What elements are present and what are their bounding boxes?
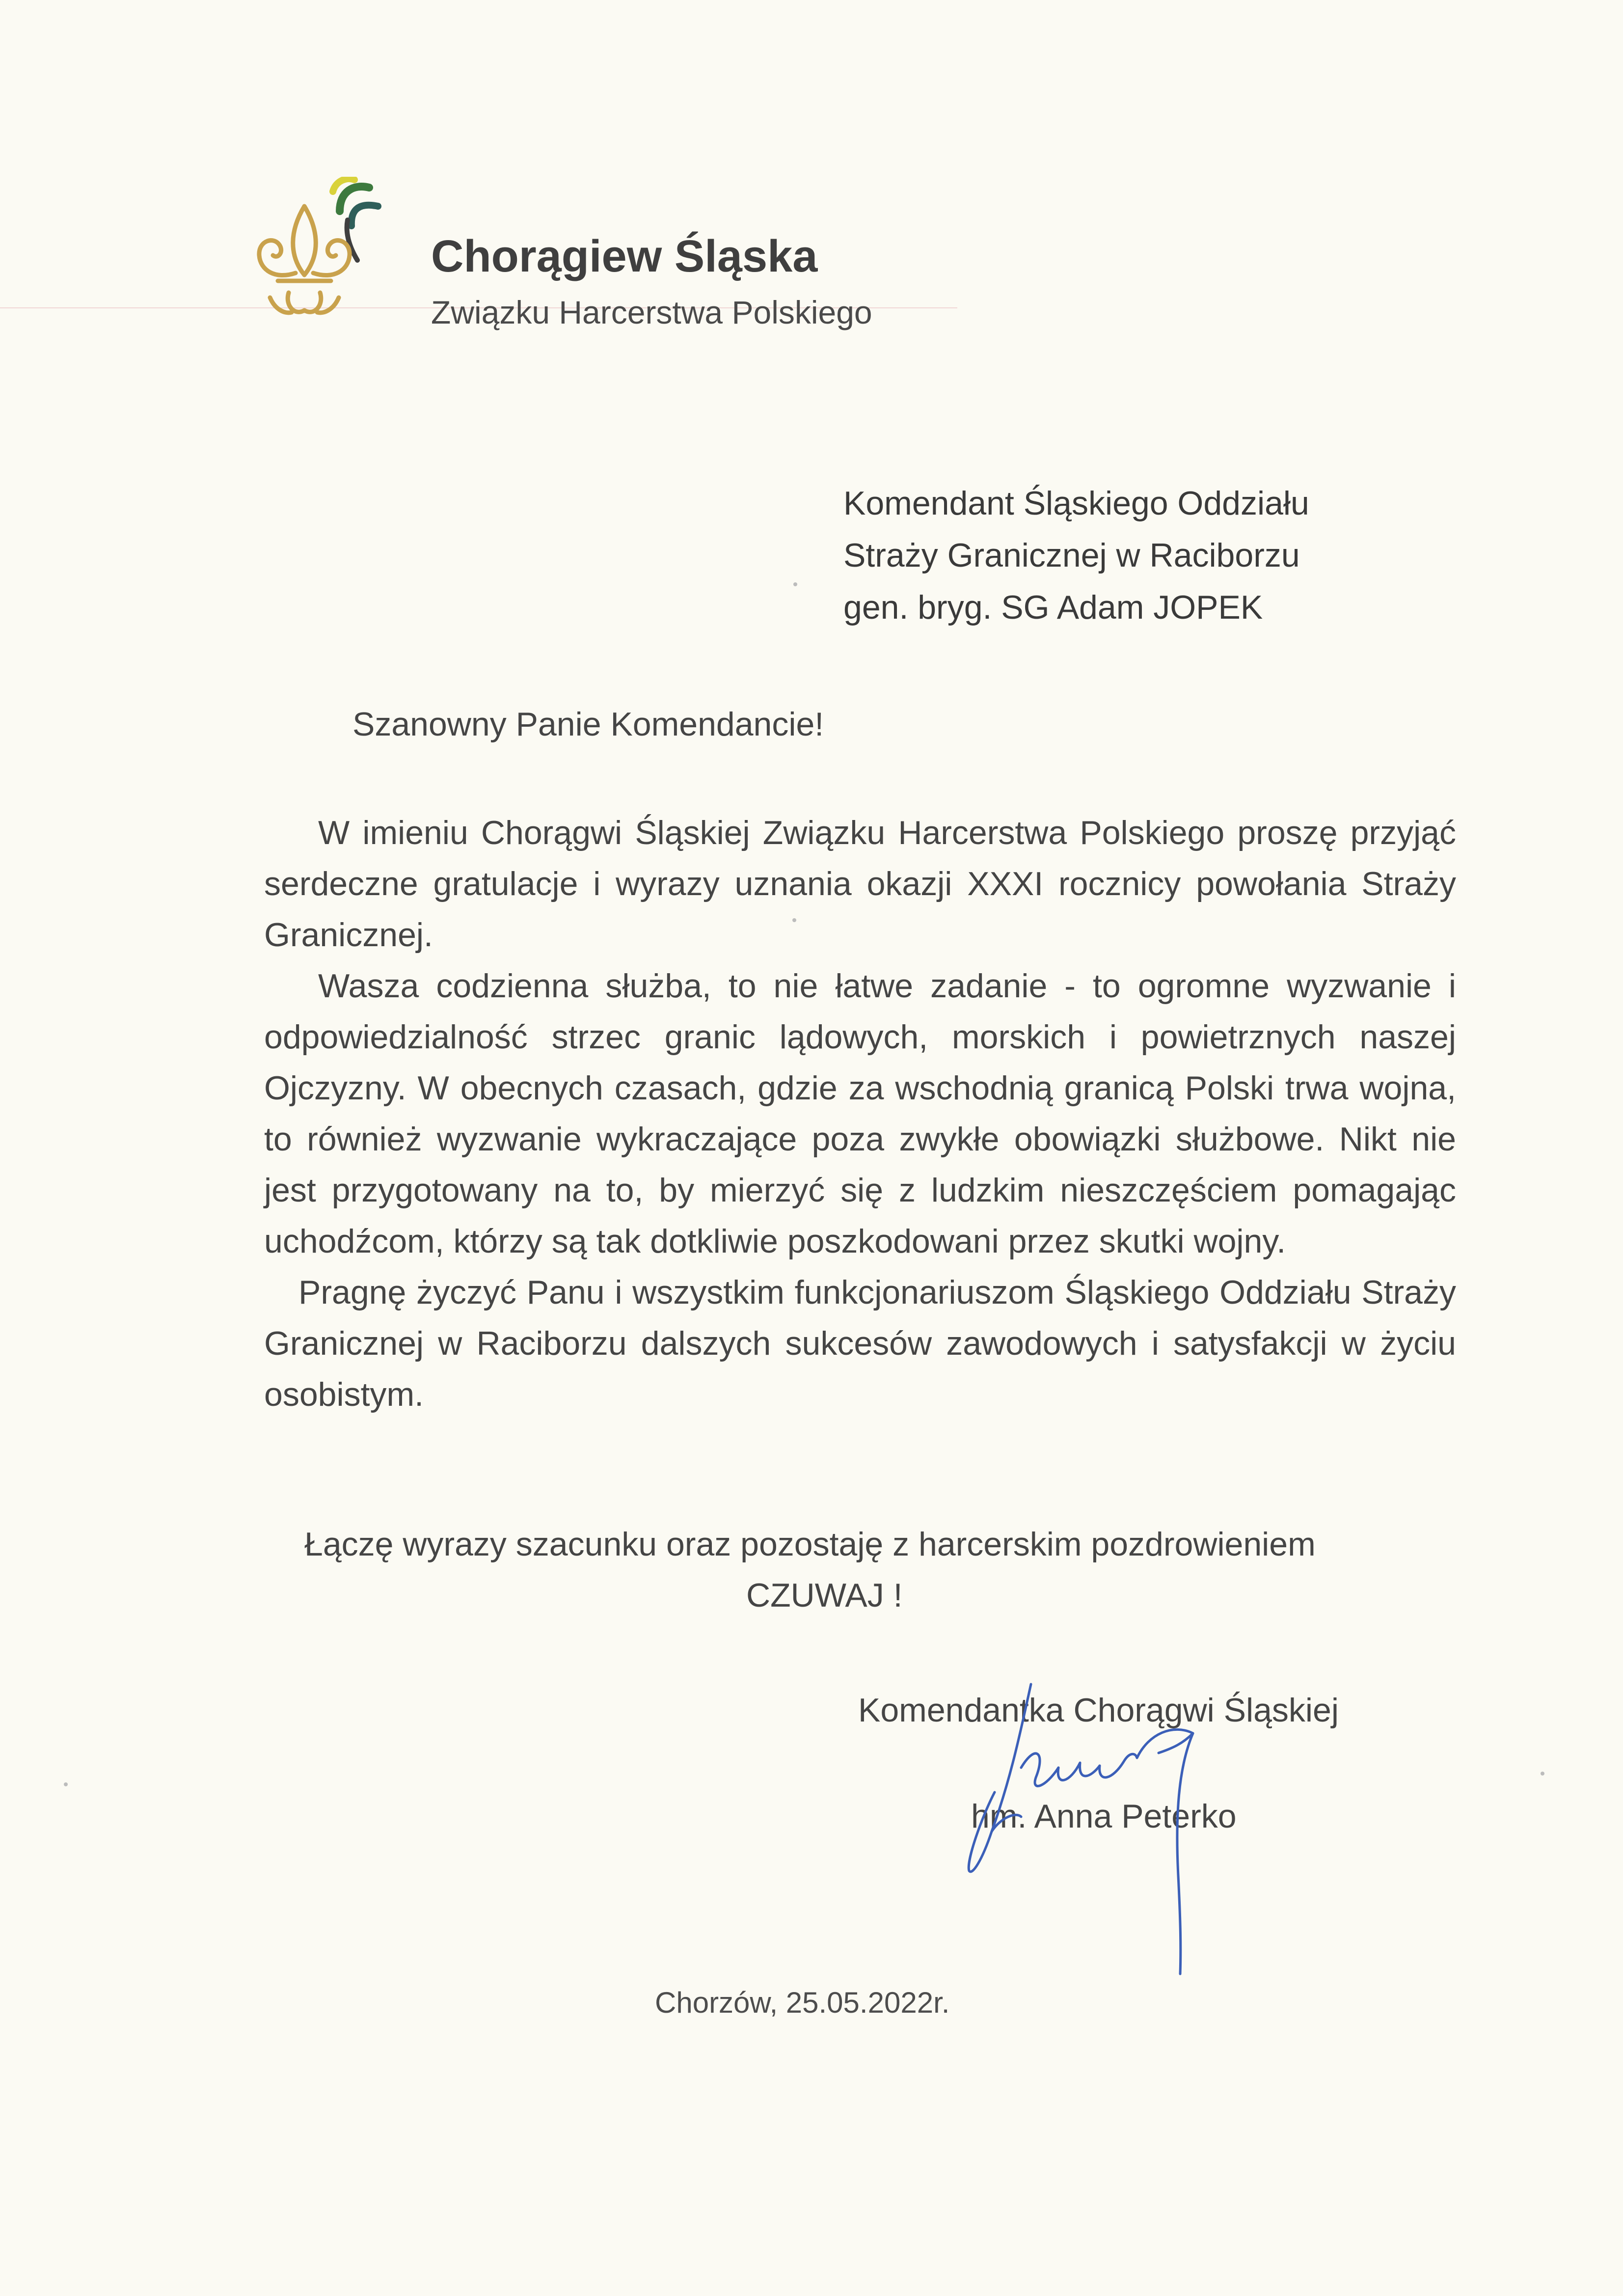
recipient-line: Komendant Śląskiego Oddziału [843,485,1309,522]
closing-greeting: CZUWAJ ! [746,1577,903,1614]
scan-speck [793,582,797,586]
body-paragraph: W imieniu Chorągwi Śląskiej Związku Harcerstwa Polskiego proszę przyjąć serdeczne gratulacje i wyrazy uznania okazji XXXI rocznicy powołania Straży Granicznej. [264,814,1456,954]
scan-speck [1541,1772,1544,1776]
body-paragraph: Pragnę życzyć Panu i wszystkim funkcjonariuszom Śląskiego Oddziału Straży Granicznej w Raciborzu dalszych sukcesów zawodowych i satysfakcji w życiu osobistym. [264,1274,1456,1413]
signatory-title: Komendantka Chorągwi Śląskiej [858,1692,1339,1729]
handwritten-signature [962,1669,1237,1984]
org-subtitle: Związku Harcerstwa Polskiego [431,294,872,330]
signatory-name: hm. Anna Peterko [971,1798,1237,1835]
scan-speck [792,918,796,922]
closing-line: Łączę wyrazy szacunku oraz pozostaję z harcerskim pozdrowieniem [304,1526,1316,1563]
recipient-block [843,477,1309,633]
letter-body [264,807,1456,1420]
org-name: Chorągiew Śląska [431,231,818,281]
body-paragraph: Wasza codzienna służba, to nie łatwe zadanie - to ogromne wyzwanie i odpowiedzialność strzec granic lądowych, morskich i powietrznych naszej Ojczyzny. W obecnych czasach, gdzie za wschodnią granicą Polski trwa wojna, to również wyzwanie wykraczające poza zwykłe obowiązki służbowe. Nikt nie jest przygotowany na to, by mierzyć się z ludzkim nieszczęściem pomagając uchodźcom, którzy są tak dotkliwie poszkodowani przez skutki wojny. [264,967,1456,1260]
letter-date: Chorzów, 25.05.2022r. [655,1986,950,2019]
scan-speck [64,1782,68,1786]
recipient-line: gen. bryg. SG Adam JOPEK [843,589,1263,626]
scout-lily-logo-icon [231,177,407,334]
recipient-line: Straży Granicznej w Raciborzu [843,537,1300,574]
salutation: Szanowny Panie Komendancie! [352,706,824,743]
